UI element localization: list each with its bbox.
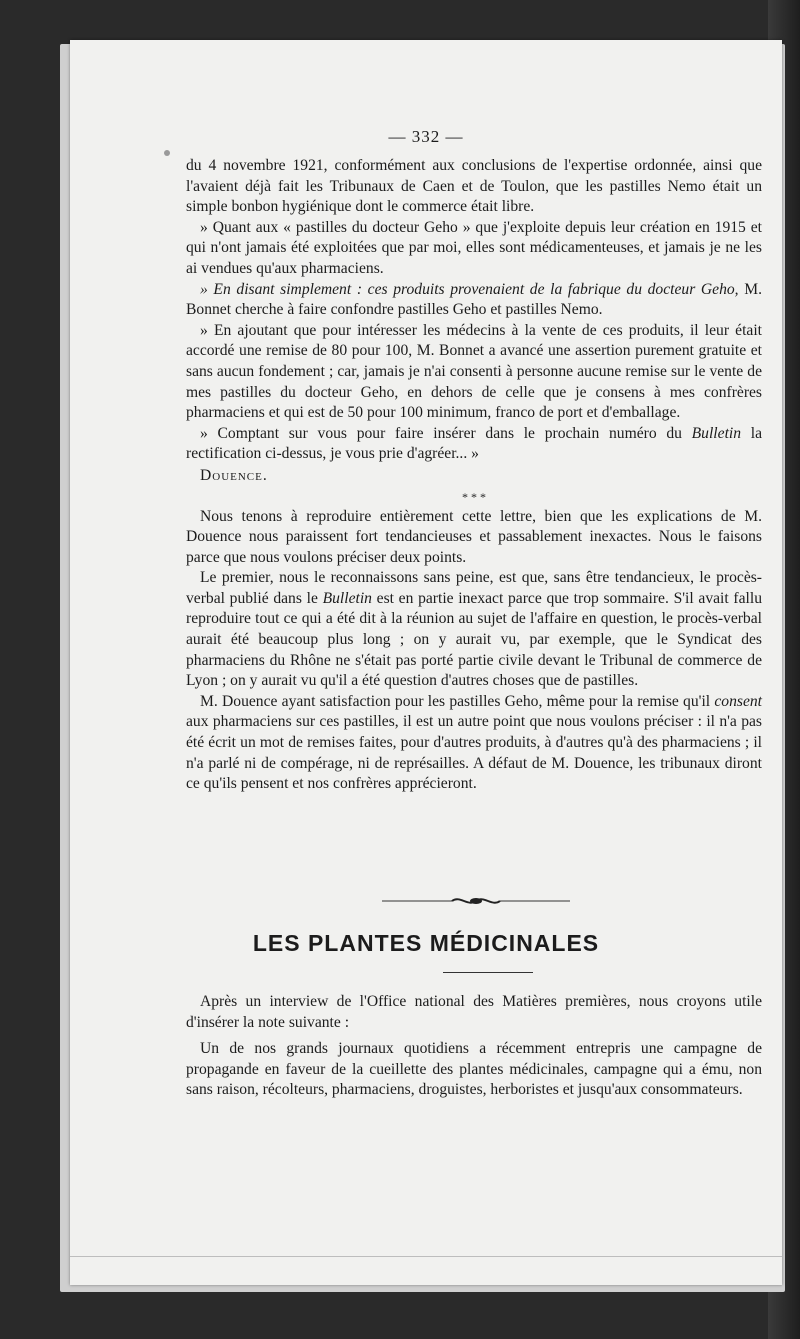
commentary-text-end: aux pharmaciens sur ces pastilles, il est un autre point que nous voulons préciser : il n'a pas été écrit un mot de remises faites, pour d'autres produits, à d'autres qu'à des pharmaciens ; il n'a parlé ni de compérage, ni de représailles. A défaut de M. Douence, les tribunaux diront ce qu'ils pensent et nos confrères apprécieront.	[186, 713, 762, 793]
consent-italic: consent	[714, 692, 762, 710]
print-speck	[164, 150, 170, 156]
letter-paragraph: » En ajoutant que pour intéresser les médecins à la vente de ces produits, il leur était accordé une remise de 80 pour 100, M. Bonnet a avancé une assertion purement gratuite et sans aucun fondement ; car, jamais je n'ai consenti à personne aucune remise sur le vente de mes pastilles du docteur Geho, en dehors de celle que je consens à mes confrères pharmaciens et qui est de 50 pour 100 minimum, franco de port et d'emballage.	[186, 321, 762, 422]
commentary-paragraph	[186, 692, 762, 795]
title-underline	[443, 972, 533, 973]
page-number: — 332 —	[388, 127, 464, 146]
ornament-divider	[382, 894, 570, 908]
closing-text: » Comptant sur vous pour faire insérer dans le prochain numéro du	[200, 424, 692, 442]
section-body	[186, 992, 762, 1107]
commentary-paragraph: Nous tenons à reproduire entièrement cette lettre, bien que les explications de M. Douence nous paraissent fort tendancieuses et passablement inexactes. Nous le faisons parce que nous voulons préciser deux points.	[186, 507, 762, 566]
asterism-separator: * * *	[462, 489, 486, 504]
letter-paragraph-closing	[186, 424, 762, 465]
commentary-text-end: est en partie inexact parce que trop sommaire. S'il avait fallu reproduire tout ce qui a été dit à la réunion au sujet de l'affaire en question, le procès-verbal aurait été beaucoup plus long ; on y aurait vu, par exemple, que le Syndicat des pharmaciens du Rhône ne s'était pas porté partie civile devant le Tribunal de commerce de Lyon ; on y aurait vu qu'il a été question d'autres choses que de pastilles.	[186, 589, 763, 690]
commentary-text: Le premier, nous le reconnaissons sans peine, est que, sans être tendancieux, le procès-verbal publié dans le	[186, 569, 762, 607]
closing-text-end: la rectification ci-dessus, je vous prie d'agréer... »	[186, 424, 763, 463]
letter-paragraph-italic-quote	[186, 280, 762, 321]
italic-quote: » En disant simplement : ces produits provenaient de la fabrique du docteur Geho,	[200, 280, 739, 298]
section-paragraph: Après un interview de l'Office national des Matières premières, nous croyons utile d'insérer la note suivante :	[186, 993, 762, 1031]
page-bottom-rule	[70, 1256, 782, 1257]
quote-rest: M. Bonnet cherche à faire confondre pastilles Geho et pastilles Nemo.	[186, 280, 762, 319]
letter-paragraph: » Quant aux « pastilles du docteur Geho » que j'exploite depuis leur création en 1915 et qui n'ont jamais été exploitées que par moi, elles sont médicamenteuses, et jamais je ne les ai vendues qu'aux pharmaciens.	[186, 218, 762, 277]
letter-signature: Douence.	[200, 466, 268, 484]
section-paragraph: Un de nos grands journaux quotidiens a récemment entrepris une campagne de propagande en faveur de la cueillette des plantes médicinales, campagne qui a ému, non sans raison, récolteurs, pharmaciens, droguistes, herboristes et jusqu'aux consommateurs.	[186, 1040, 762, 1099]
letter-body	[186, 156, 762, 795]
commentary-paragraph	[186, 568, 762, 692]
commentary-text: M. Douence ayant satisfaction pour les pastilles Geho, même pour la remise qu'il	[200, 692, 715, 710]
bulletin-italic: Bulletin	[322, 589, 372, 607]
document-page	[70, 40, 782, 1285]
bulletin-italic: Bulletin	[691, 424, 742, 442]
letter-paragraph: du 4 novembre 1921, conformément aux conclusions de l'expertise ordonnée, ainsi que l'avaient déjà fait les Tribunaux de Caen et de Toulon, que les pastilles Nemo était un simple bonbon hygiénique dont le commerce était libre.	[186, 157, 762, 216]
section-title: LES PLANTES MÉDICINALES	[252, 930, 600, 956]
